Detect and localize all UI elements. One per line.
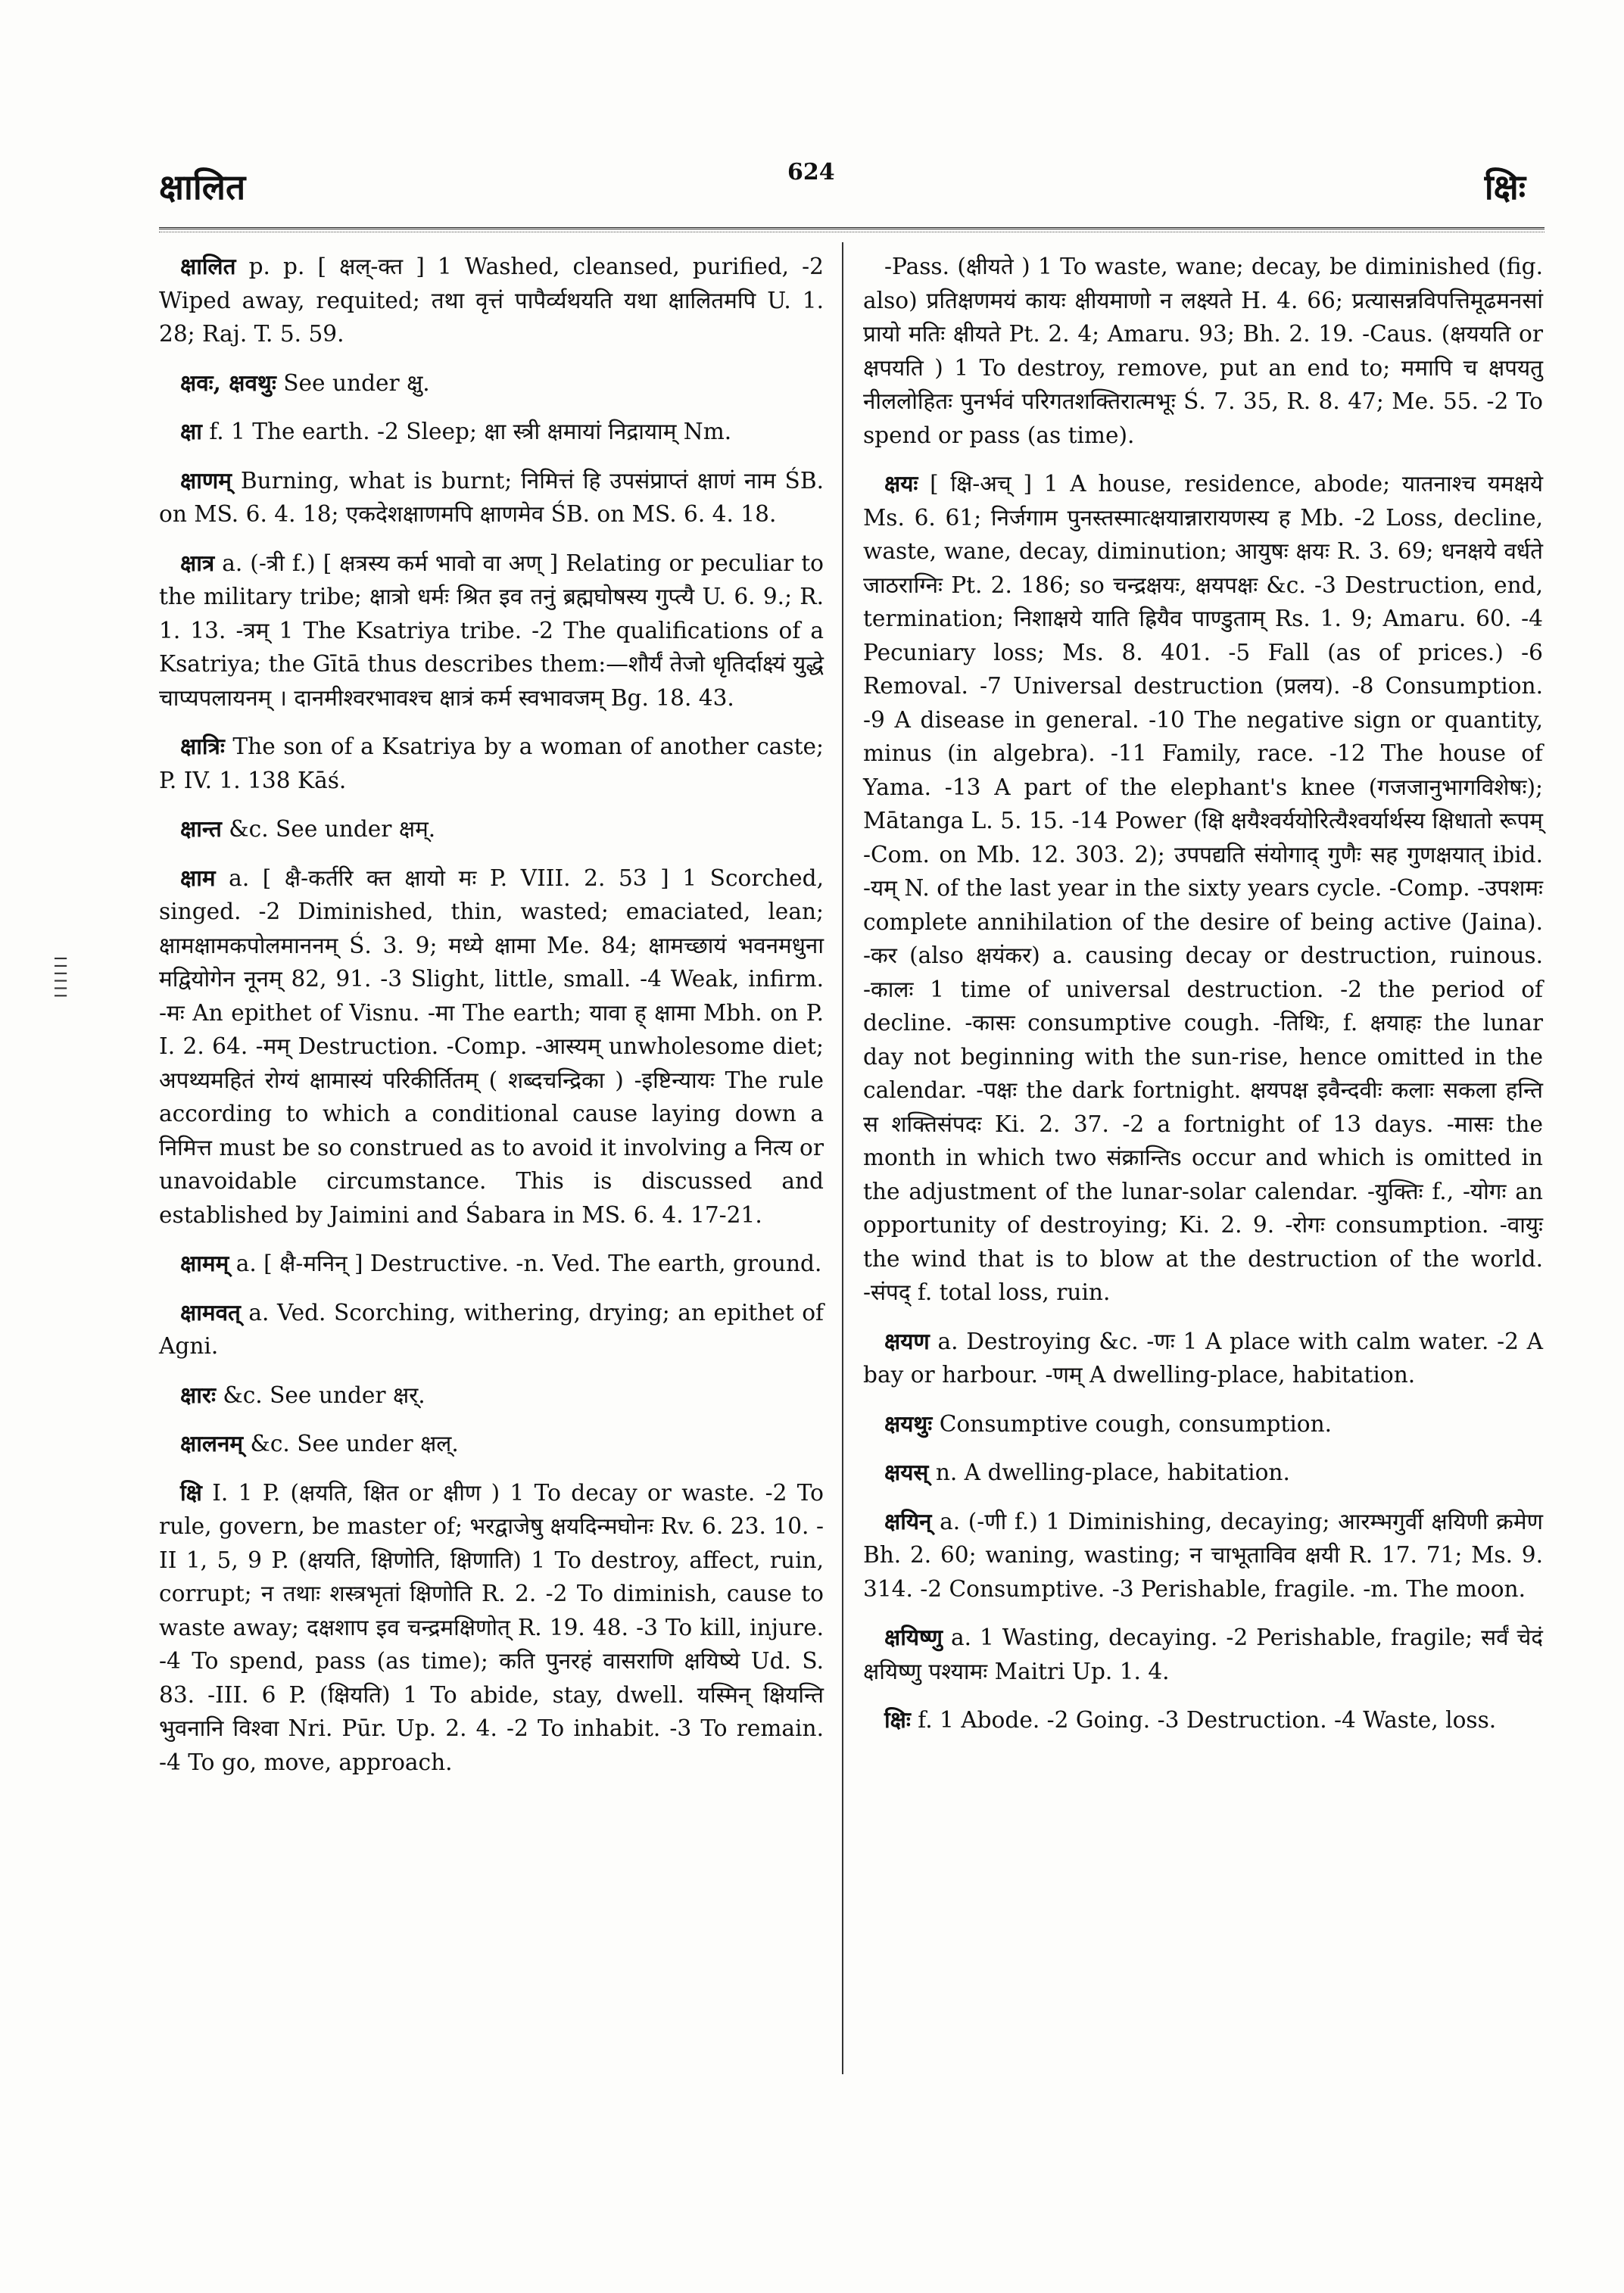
entry-definition: -Pass. (क्षीयते ) 1 To waste, wane; decay, be diminished (fig. also) प्रतिक्षणमयं कायः क्षीयमाणो न लक्ष्यते H. 4. 66; प्रत्यासन्नविपत्तिमूढमनसां प्रायो मतिः क्षीयते Pt. 2. 4; Amaru. 93; Bh. 2. 19. -Caus. (क्षययति or क्षपयति ) 1 To destroy, remove, put an end to; ममापि च क्षपयतु नीललोहितः पुनर्भवं परिगतशक्तिरात्मभूः Ś. 7. 35, R. 8. 47; Me. 55. -2 To spend or pass (as time).: [863, 254, 1543, 448]
dictionary-entry: [159, 812, 824, 846]
entry-headword: क्षवः, क्षवथुः: [180, 369, 276, 396]
page-header: [0, 144, 1624, 212]
entry-headword: क्षालनम्: [180, 1430, 244, 1456]
entry-headword: क्षामम्: [180, 1250, 229, 1276]
dictionary-entry: [159, 1296, 824, 1363]
entry-headword: क्षामवत्: [180, 1298, 241, 1326]
entry-headword: क्षयः: [884, 470, 918, 497]
dictionary-entry: [863, 1505, 1543, 1606]
dictionary-entry: [863, 1325, 1543, 1392]
dictionary-entry: [159, 861, 824, 1232]
right-column: [863, 250, 1543, 1752]
entry-definition: p. p. [ क्षल्-क्त ] 1 Washed, cleansed, purified, -2 Wiped away, requited; तथा वृत्तं पापैर्व्यथयति यथा क्षालितमपि U. 1. 28; Raj. T. 5. 59.: [159, 254, 824, 347]
entry-headword: क्षाम: [180, 864, 216, 891]
entry-headword: क्षि: [180, 1478, 202, 1506]
entry-headword: क्षारः: [180, 1381, 216, 1408]
entry-headword: क्षयिष्णु: [884, 1624, 943, 1650]
entry-definition: [ क्षि-अच् ] 1 A house, residence, abode; यातनाश्च यमक्षये Ms. 6. 61; निर्जगाम पुनस्तस्मात्क्षयान्नारायणस्य ह Mb. -2 Loss, decline, waste, wane, decay, diminution; आयुषः क्षयः R. 3. 69; धनक्षये वर्धते जाठराग्निः Pt. 2. 186; so चन्द्रक्षयः, क्षयपक्षः &c. -3 Destruction, end, termination; निशाक्षये याति ह्रियैव पाण्डुताम् Rs. 1. 9; Amaru. 60. -4 Pecuniary loss; Ms. 8. 401. -5 Fall (as of prices.) -6 Removal. -7 Universal destruction (प्रलय). -8 Consumption. -9 A disease in general. -10 The negative sign or quantity, minus (in algebra). -11 Family, race. -12 The house of Yama. -13 A part of the elephant's knee (गजजानुभागविशेषः); Mātanga L. 5. 15. -14 Power (क्षि क्षयैश्वर्ययोरित्यैश्वर्यार्थस्य क्षिधातो रूपम् -Com. on Mb. 12. 303. 2); उपपद्यति संयोगाद् गुणैः सह गुणक्षयात् ibid. -यम् N. of the last year in the sixty years cycle. -Comp. -उपशमः complete annihilation of the desire of being active (Jaina). -कर (also क्षयंकर) a. causing decay or destruction, ruinous. -कालः 1 time of universal destruction. -2 the period of decline. -कासः consumptive cough. -तिथिः, f. क्षयाहः the lunar day not beginning with the sun-rise, hence omitted in the calendar. -पक्षः the dark fortnight. क्षयपक्ष इवैन्दवीः कलाः सकला हन्ति स शक्तिसंपदः Ki. 2. 37. -2 a fortnight of 13 days. -मासः the month in which two संक्रान्तिs occur and which is omitted in the adjustment of the lunar-solar calendar. -युक्तिः f., -योगः an opportunity of destroying; Ki. 2. 9. -रोगः consumption. -वायुः the wind that is to blow at the destruction of the world. -संपद् f. total loss, ruin.: [863, 471, 1543, 1305]
dictionary-entry: [159, 1247, 824, 1281]
entry-headword: क्षाणम्: [180, 466, 232, 494]
dictionary-entry: [863, 1703, 1543, 1737]
entry-headword: क्षालित: [180, 253, 236, 279]
dictionary-entry: [159, 366, 824, 400]
entry-definition: a. [ क्षै-कर्तरि क्त क्षायो मः P. VIII. 2. 53 ] 1 Scorched, singed. -2 Diminished, thin, wasted; emaciated, lean; क्षामक्षामकपोलमाननम् Ś. 3. 9; मध्ये क्षामा Me. 84; क्षामच्छायं भवनमधुना मद्वियोगेन नूनम् 82, 91. -3 Slight, little, small. -4 Weak, infirm. -मः An epithet of Visnu. -मा The earth; यावा ह् क्षामा Mbh. on P. I. 2. 64. -मम् Destruction. -Comp. -आस्यम् unwholesome diet; अपथ्यमहितं रोग्यं क्षामास्यं परिकीर्तितम् ( शब्दचन्द्रिका ) -इष्टिन्यायः The rule according to which a conditional cause laying down a निमित्त must be so construed as to avoid it involving a नित्य or unavoidable circumstance. This is discussed and established by Jaimini and Śabara in MS. 6. 4. 17-21.: [159, 865, 824, 1228]
dictionary-entry: [863, 1407, 1543, 1441]
entry-definition: a. (-त्री f.) [ क्षत्रस्य कर्म भावो वा अण् ] Relating or peculiar to the military tribe; क्षात्रो धर्मः श्रित इव तनुं ब्रह्मघोषस्य गुप्त्यै U. 6. 9.; R. 1. 13. -त्रम् 1 The Ksatriya tribe. -2 The qualifications of a Ksatriya; the Gītā thus describes them:—शौर्यं तेजो धृतिर्दाक्ष्यं युद्धे चाप्यपलायनम् । दानमीश्वरभावश्च क्षात्रं कर्म स्वभावजम् Bg. 18. 43.: [159, 550, 824, 711]
entry-headword: क्षयण: [884, 1327, 930, 1354]
left-column: [159, 250, 824, 1794]
entry-headword: क्षयिन्: [884, 1507, 932, 1534]
entry-definition: n. A dwelling-place, habitation.: [935, 1460, 1290, 1485]
entry-definition: Burning, what is burnt; निमित्तं हि उपसंप्राप्तं क्षाणं नाम ŚB. on MS. 6. 4. 18; एकदेशक्षाणमपि क्षाणमेव ŚB. on MS. 6. 4. 18.: [159, 467, 824, 527]
margin-mark: ।।।।।।: [49, 954, 72, 999]
entry-definition: The son of a Ksatriya by a woman of another caste; P. IV. 1. 138 Kāś.: [159, 734, 824, 793]
dictionary-entry: [863, 250, 1543, 452]
dictionary-entry: [159, 1476, 824, 1780]
entry-headword: क्षात्र: [180, 549, 215, 576]
entry-headword: क्षयस्: [884, 1459, 929, 1485]
dictionary-entry: [159, 464, 824, 531]
entry-definition: f. 1 The earth. -2 Sleep; क्षा स्त्री क्षमायां निद्रायाम् Nm.: [209, 419, 732, 444]
entry-definition: I. 1 P. (क्षयति, क्षित or क्षीण ) 1 To decay or waste. -2 To rule, govern, be master of; भरद्वाजेषु क्षयदिन्मघोनः Rv. 6. 23. 10. -II 1, 5, 9 P. (क्षयति, क्षिणोति, क्षिणाति) 1 To destroy, affect, ruin, corrupt; न तथाः शस्त्रभृतां क्षिणोति R. 2. -2 To diminish, cause to waste away; दक्षशाप इव चन्द्रमक्षिणोत् R. 19. 48. -3 To kill, injure. -4 To spend, pass (as time); कति पुनरहं वासराणि क्षयिष्ये Ud. S. 83. -III. 6 P. (क्षियति) 1 To abide, stay, dwell. यस्मिन् क्षियन्ति भुवनानि विश्वा Nri. Pūr. Up. 2. 4. -2 To inhabit. -3 To remain. -4 To go, move, approach.: [159, 1479, 824, 1775]
entry-headword: क्षयथुः: [884, 1410, 933, 1437]
entry-definition: a. Destroying &c. -णः 1 A place with calm water. -2 A bay or harbour. -णम् A dwelling-place, habitation.: [863, 1328, 1543, 1388]
dictionary-entry: [159, 1427, 824, 1461]
header-left-headword: क्षालित: [159, 167, 246, 207]
dictionary-entry: [863, 1621, 1543, 1688]
entry-definition: &c. See under क्षल्.: [250, 1431, 459, 1456]
dictionary-entry: [863, 1456, 1543, 1490]
entry-definition: a. [ क्षै-मनिन् ] Destructive. -n. Ved. The earth, ground.: [235, 1251, 822, 1276]
header-right-headword: क्षिः: [1484, 167, 1526, 207]
entry-headword: क्षिः: [884, 1706, 911, 1733]
entry-definition: a. (-णी f.) 1 Diminishing, decaying; आरम्भगुर्वी क्षयिणी क्रमेण Bh. 2. 60; waning, wasting; न चाभूताविव क्षयी R. 17. 71; Ms. 9. 314. -2 Consumptive. -3 Perishable, fragile. -m. The moon.: [863, 1508, 1543, 1602]
entry-headword: क्षात्रिः: [180, 733, 225, 759]
dictionary-entry: [159, 250, 824, 351]
dictionary-entry: [159, 1379, 824, 1413]
entry-headword: क्षा: [180, 418, 202, 444]
page-number: 624: [787, 159, 835, 185]
entry-definition: &c. See under क्षम्.: [229, 816, 436, 842]
entry-definition: Consumptive cough, consumption.: [939, 1410, 1333, 1437]
column-divider: [842, 242, 843, 2074]
dictionary-entry: [159, 415, 824, 449]
entry-definition: f. 1 Abode. -2 Going. -3 Destruction. -4 Waste, loss.: [918, 1707, 1497, 1733]
dictionary-entry: [159, 730, 824, 797]
dictionary-entry: [863, 467, 1543, 1310]
entry-definition: &c. See under क्षर्.: [223, 1382, 425, 1408]
header-rule: [159, 227, 1545, 229]
entry-headword: क्षान्त: [180, 815, 222, 842]
entry-definition: a. Ved. Scorching, withering, drying; an epithet of Agni.: [159, 1299, 824, 1359]
entry-definition: See under क्षु.: [283, 369, 430, 396]
dictionary-entry: [159, 547, 824, 715]
entry-definition: a. 1 Wasting, decaying. -2 Perishable, fragile; सर्वं चेदं क्षयिष्णु पश्यामः Maitri Up. 1. 4.: [863, 1625, 1543, 1684]
